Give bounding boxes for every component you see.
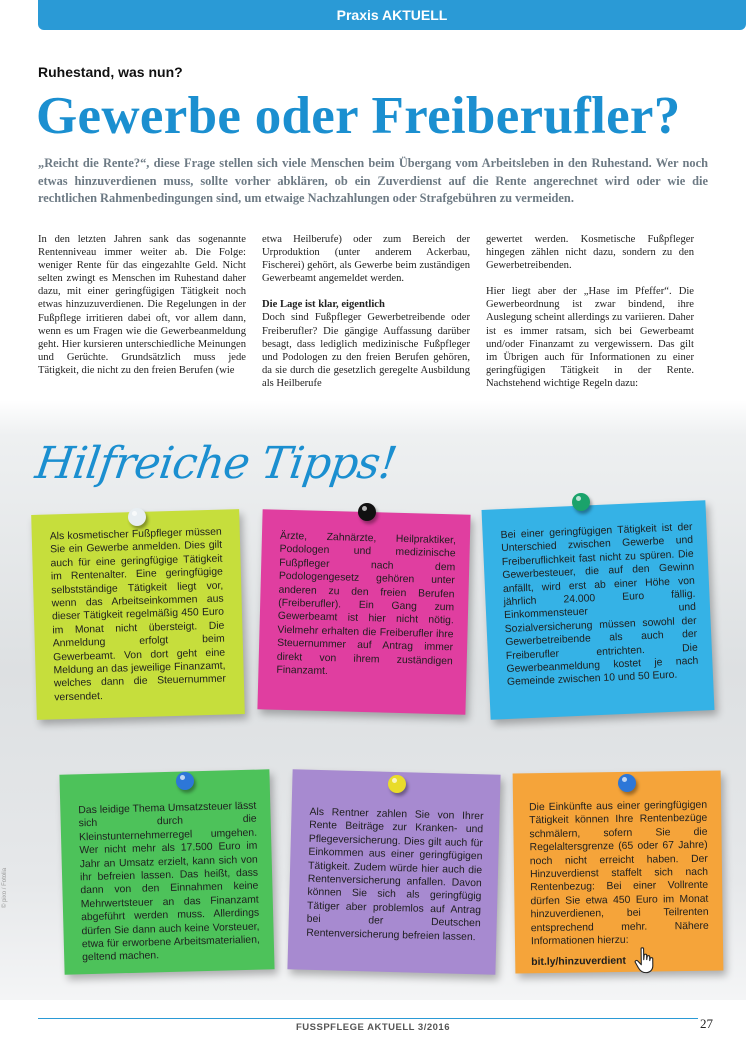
- sticky-note-6: [513, 771, 724, 974]
- sticky-note-1: [31, 509, 245, 720]
- article-title: Gewerbe oder Freiberufler?: [36, 87, 681, 145]
- note-text: Ärzte, Zahnärzte, Heilpraktiker, Podologen und medizinische Fußpfleger nach dem Podologengesetz gehören unter anderen zu den freien Berufen (Freiberufler). Ein Gang zum Gewerbeamt ist hier nicht nötig. Vielmehr erhalten die Freiberufler ihre Steuernummer auf Antrag immer direkt von ihrem zuständigen Finanzamt.: [276, 530, 457, 678]
- body-column-3: [486, 233, 694, 403]
- page-number: 27: [700, 1016, 713, 1031]
- pushpin-icon: [388, 775, 406, 793]
- sticky-note-3: [482, 500, 715, 720]
- body-column-2: [262, 233, 470, 403]
- body-paragraph: Hier liegt aber der „Hase im Pfeffer“. Die Gewerbeordnung ist zwar bindend, ihre Auslegung scheint allerdings zu variieren. Daher ist es immer ratsam, sich bei Gewerbeamt und/oder Finanzamt zu vergewissern. Das gilt im Übrigen auch für Informationen zu einer geringfügigen Tätigkeit in der Rente. Nachstehend wichtige Regeln dazu:: [486, 286, 694, 389]
- sticky-note-2: [257, 509, 470, 714]
- sticky-note-5: [287, 769, 500, 974]
- pushpin-icon: [128, 508, 146, 526]
- section-label: Praxis AKTUELL: [336, 7, 448, 23]
- note-text: Als kosmetischer Fußpfleger müssen Sie ein Gewerbe anmelden. Dies gilt auch für eine geringfügige Tätigkeit im Rentenalter. Eine geringfügige selbstständige Tätigkeit liegt vor, wenn das Arbeitseinkommen aus dieser Tätigkeit regelmäßig 450 Euro im Monat nicht übersteigt. Die Anmeldung erfolgt beim Gewerbeamt. Von dort geht eine Meldung an das jeweilige Finanzamt, welches dann die Steuernummer versendet.: [49, 526, 227, 704]
- footer-rule: [38, 1018, 698, 1019]
- pushpin-icon: [176, 772, 194, 790]
- link-row: [531, 946, 709, 976]
- article-kicker: Ruhestand, was nun?: [38, 64, 183, 80]
- body-subheading: Die Lage ist klar, eigentlich: [262, 299, 385, 311]
- body-paragraph: In den letzten Jahren sank das sogenannte Rentenniveau immer weiter ab. Die Folge: weniger Rente für das eingezahlte Geld. Nicht selten zwingt es Menschen im Ruhestand daher dazu, mit einer geringfügigen Tätigkeit noch etwas hinzuzuverdienen. Die Regelungen in der Fußpflege irritieren dabei oft, vor allem dann, wenn es um Fragen wie die Gewerbeanmeldung geht. Hier kursieren unterschiedliche Meinungen und Gerüchte. Grundsätzlich muss jede Tätigkeit, die nicht zu den freien Berufen (wie: [38, 234, 246, 376]
- pointer-hand-icon: [633, 947, 659, 975]
- footer-publication: FUSSPFLEGE AKTUELL 3/2016: [296, 1022, 450, 1033]
- note-text: Als Rentner zahlen Sie von Ihrer Rente Beiträge zur Kranken- und Pflegeversicherung. Dies gilt auch für Einkommen aus einer geringfügigen Tätigkeit. Zudem würde hier auch die Rentenversicherung anfallen. Davon können Sie sich als geringfügig Tätiger aber problemlos auf Antrag bei der Deutschen Rentenversicherung befreien lassen.: [306, 806, 484, 943]
- info-link[interactable]: bit.ly/hinzuverdient: [531, 956, 627, 969]
- sticky-note-4: [59, 769, 274, 974]
- article-lead: „Reicht die Rente?“, diese Frage stellen sich viele Menschen beim Übergang vom Arbeitsleben in den Ruhestand. Wer noch etwas hinzuverdienen muss, sollte vorher abklären, ob ein Zuverdienst auf die Rente angerechnet wird oder wie die rechtlichen Rahmenbedingungen sind, um etwaige Nachzahlungen oder Strafgebühren zu vermeiden.: [38, 156, 708, 205]
- body-paragraph: Doch sind Fußpfleger Gewerbetreibende oder Freiberufler? Die gängige Auffassung darüber besagt, dass lediglich medizinische Fußpfleger und Podologen zu den freien Berufen gehören, da sie durch die gesetzlich geregelte Ausbildung als Heilberufe: [262, 312, 470, 389]
- section-header-bar: [38, 0, 746, 30]
- body-paragraph: gewertet werden. Kosmetische Fußpfleger hingegen zählen nicht dazu, sondern zu den Gewerbetreibenden.: [486, 234, 694, 272]
- body-column-1: [38, 233, 246, 390]
- pushpin-icon: [358, 503, 376, 521]
- tips-heading: [32, 420, 400, 500]
- note-text: Die Einkünfte aus einer geringfügigen Tätigkeit können Ihre Rentenbezüge schmälern, sofern Sie die Regelaltersgrenze (65 oder 67 Jahre) noch nicht erreicht haben. Der Hinzuverdienst staffelt sich nach Rentenbezug: Bei einer Vollrente dürfen Sie etwa 450 Euro im Monat hinzuverdienen, bei Teilrenten entsprechend mehr. Nähere Informationen hierzu:: [529, 799, 709, 948]
- note-text: Das leidige Thema Umsatzsteuer lässt sich durch die Kleinstunternehmerregel umgehen. Wer nicht mehr als 17.500 Euro im Jahr an Umsatz erzielt, kann sich von ihr befreien lassen. Das heißt, dass dann von den Einnahmen keine Mehrwertsteuer an das Finanzamt abgeführt werden muss. Allerdings dürfen Sie dann auch keine Vorsteuer, etwa für erworbene Arbeitsmaterialien, geltend machen.: [78, 800, 260, 964]
- note-text: Bei einer geringfügigen Tätigkeit ist der Unterschied zwischen Gewerbe und Freiberuflichkeit fast nicht zu spüren. Die Gewerbesteuer, die auf den Gewinn anfällt, wird erst ab einer Höhe von jährlich 24.000 Euro fällig. Einkommensteuer und Sozialversicherung müssen sowohl der Gewerbetreibende als auch der Freiberufler entrichten. Die Gewerbeanmeldung kostet je nach Gemeinde zwischen 10 und 50 Euro.: [500, 521, 699, 689]
- tips-heading-text: Hilfreiche Tipps!: [32, 438, 400, 489]
- pushpin-icon: [572, 493, 590, 511]
- pushpin-icon: [618, 774, 636, 792]
- photo-credit: © pixo / Fotolia: [2, 867, 8, 908]
- body-paragraph: etwa Heilberufe) oder zum Bereich der Urproduktion (unter anderem Ackerbau, Fischerei) gehört, als Gewerbe beim zuständigen Gewerbeamt angemeldet werden.: [262, 234, 470, 285]
